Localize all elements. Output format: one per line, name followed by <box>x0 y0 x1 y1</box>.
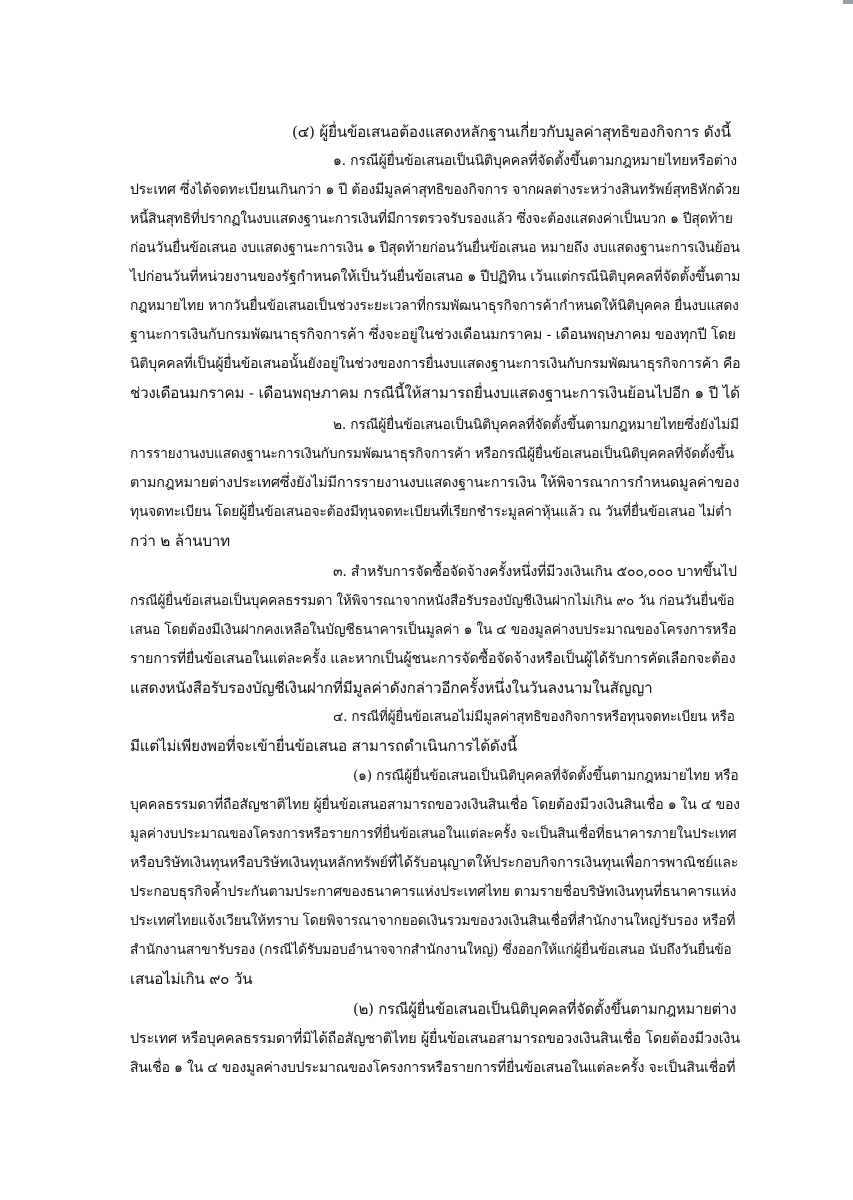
text-line: ประเทศ ซึ่งได้จดทะเบียนเกินกว่า ๑ ปี ต้องมีมูลค่าสุทธิของกิจการ จากผลต่างระหว่างสินทรัพย์สุทธิหักด้วย <box>130 182 740 198</box>
item-2-first-line: ๒. กรณีผู้ยื่นข้อเสนอเป็นนิติบุคคลที่จัดตั้งขึ้นตามกฎหมายไทยซึ่งยังไม่มี <box>333 417 739 433</box>
text-line: ประเทศไทยแจ้งเวียนให้ทราบ โดยพิจารณาจากยอดเงินรวมของวงเงินสินเชื่อที่สำนักงานใหญ่รับรอง หรือที่ <box>130 913 736 929</box>
text-line: หรือบริษัทเงินทุนหรือบริษัทเงินทุนหลักทรัพย์ที่ได้รับอนุญาตให้ประกอบกิจการเงินทุนเพื่อการพาณิชย์และ <box>130 855 739 871</box>
text-line: กรณีผู้ยื่นข้อเสนอเป็นบุคคลธรรมดา ให้พิจารณาจากหนังสือรับรองบัญชีเงินฝากไม่เกิน ๙๐ วัน ก่อนวันยื่นข้อ <box>130 593 735 609</box>
text-line: ไปก่อนวันที่หน่วยงานของรัฐกำหนดให้เป็นวันยื่นข้อเสนอ ๑ ปีปฏิทิน เว้นแต่กรณีนิติบุคคลที่จัดตั้งขึ้นตาม <box>130 269 741 285</box>
text-line: สินเชื่อ ๑ ใน ๔ ของมูลค่างบประมาณของโครงการหรือรายการที่ยื่นข้อเสนอในแต่ละครั้ง จะเป็นสินเชื่อที่ <box>130 1060 736 1076</box>
text-line: เสนอ โดยต้องมีเงินฝากคงเหลือในบัญชีธนาคารเป็นมูลค่า ๑ ใน ๔ ของมูลค่างบประมาณของโครงการหรือ <box>130 622 737 638</box>
text-line: กว่า ๒ ล้านบาท <box>130 532 230 550</box>
text-line: รายการที่ยื่นข้อเสนอในแต่ละครั้ง และหากเป็นผู้ชนะการจัดซื้อจัดจ้างหรือเป็นผู้ได้รับการคัดเลือกจะต้อง <box>130 651 736 667</box>
text-line: ประกอบธุรกิจค้ำประกันตามประกาศของธนาคารแห่งประเทศไทย ตามรายชื่อบริษัทเงินทุนที่ธนาคารแห่ง <box>130 884 737 900</box>
text-line: เสนอไม่เกิน ๙๐ วัน <box>130 970 253 988</box>
text-line: ทุนจดทะเบียน โดยผู้ยื่นข้อเสนอจะต้องมีทุนจดทะเบียนที่เรียกชำระมูลค่าหุ้นแล้ว ณ วันที่ยื่นข้อเสนอ ไม่ต่ำ <box>130 504 732 520</box>
item-1-first-line: ๑. กรณีผู้ยื่นข้อเสนอเป็นนิติบุคคลที่จัดตั้งขึ้นตามกฎหมายไทยหรือต่าง <box>333 153 737 169</box>
text-line: ช่วงเดือนมกราคม - เดือนพฤษภาคม กรณีนี้ให้สามารถยื่นงบแสดงฐานะการเงินย้อนไปอีก ๑ ปี ได้ <box>130 384 740 402</box>
text-line: ก่อนวันยื่นข้อเสนอ งบแสดงฐานะการเงิน ๑ ปีสุดท้ายก่อนวันยื่นข้อเสนอ หมายถึง งบแสดงฐานะการเงินย้อน <box>130 240 740 256</box>
text-line: การรายงานงบแสดงฐานะการเงินกับกรมพัฒนาธุรกิจการค้า หรือกรณีผู้ยื่นข้อเสนอเป็นนิติบุคคลที่จัดตั้งขึ้น <box>130 446 734 462</box>
text-line: มีแต่ไม่เพียงพอที่จะเข้ายื่นข้อเสนอ สามารถดำเนินการได้ดังนี้ <box>130 737 517 755</box>
text-line: ฐานะการเงินกับกรมพัฒนาธุรกิจการค้า ซึ่งจะอยู่ในช่วงเดือนมกราคม - เดือนพฤษภาคม ของทุกปี โดย <box>130 327 736 343</box>
item-4-first-line: ๔. กรณีที่ผู้ยื่นข้อเสนอไม่มีมูลค่าสุทธิของกิจการหรือทุนจดทะเบียน หรือ <box>333 709 735 725</box>
section-4-heading: (๔) ผู้ยื่นข้อเสนอต้องแสดงหลักฐานเกี่ยวกับมูลค่าสุทธิของกิจการ ดังนี้ <box>292 123 731 141</box>
text-line: นิติบุคคลที่เป็นผู้ยื่นข้อเสนอนั้นยังอยู่ในช่วงของการยื่นงบแสดงฐานะการเงินกับกรมพัฒนาธุรกิจการค้า คือ <box>130 356 741 372</box>
text-line: มูลค่างบประมาณของโครงการหรือรายการที่ยื่นข้อเสนอในแต่ละครั้ง จะเป็นสินเชื่อที่ธนาคารภายในประเทศ <box>130 826 737 842</box>
subitem-1-first-line: (๑) กรณีผู้ยื่นข้อเสนอเป็นนิติบุคคลที่จัดตั้งขึ้นตามกฎหมายไทย หรือ <box>353 768 739 784</box>
scan-edge-mark <box>843 0 853 4</box>
text-line: สำนักงานสาขารับรอง (กรณีได้รับมอบอำนาจจากสำนักงานใหญ่) ซึ่งออกให้แก่ผู้ยื่นข้อเสนอ นับถึงวันยื่นข้อ <box>130 942 732 958</box>
text-line: กฎหมายไทย หากวันยื่นข้อเสนอเป็นช่วงระยะเวลาที่กรมพัฒนาธุรกิจการค้ากำหนดให้นิติบุคคล ยื่นงบแสดง <box>130 298 739 314</box>
text-line: ตามกฎหมายต่างประเทศซึ่งยังไม่มีการรายงานงบแสดงฐานะการเงิน ให้พิจารณาการกำหนดมูลค่าของ <box>130 475 740 491</box>
subitem-2-first-line: (๒) กรณีผู้ยื่นข้อเสนอเป็นนิติบุคคลที่จัดตั้งขึ้นตามกฎหมายต่าง <box>353 1001 737 1018</box>
text-line: แสดงหนังสือรับรองบัญชีเงินฝากที่มีมูลค่าดังกล่าวอีกครั้งหนึ่งในวันลงนามในสัญญา <box>130 679 653 697</box>
text-line: หนี้สินสุทธิที่ปรากฏในงบแสดงฐานะการเงินที่มีการตรวจรับรองแล้ว ซึ่งจะต้องแสดงค่าเป็นบวก ๑ ปีสุดท้าย <box>130 211 733 227</box>
text-line: ประเทศ หรือบุคคลธรรมดาที่มิได้ถือสัญชาติไทย ผู้ยื่นข้อเสนอสามารถขอวงเงินสินเชื่อ โดยต้องมีวงเงิน <box>130 1031 740 1047</box>
text-line: บุคคลธรรมดาที่ถือสัญชาติไทย ผู้ยื่นข้อเสนอสามารถขอวงเงินสินเชื่อ โดยต้องมีวงเงินสินเชื่อ ๑ ใน ๔ ของ <box>130 797 740 813</box>
item-3-first-line: ๓. สำหรับการจัดซื้อจัดจ้างครั้งหนึ่งที่มีวงเงินเกิน ๕๐๐,๐๐๐ บาทขึ้นไป <box>333 564 737 580</box>
